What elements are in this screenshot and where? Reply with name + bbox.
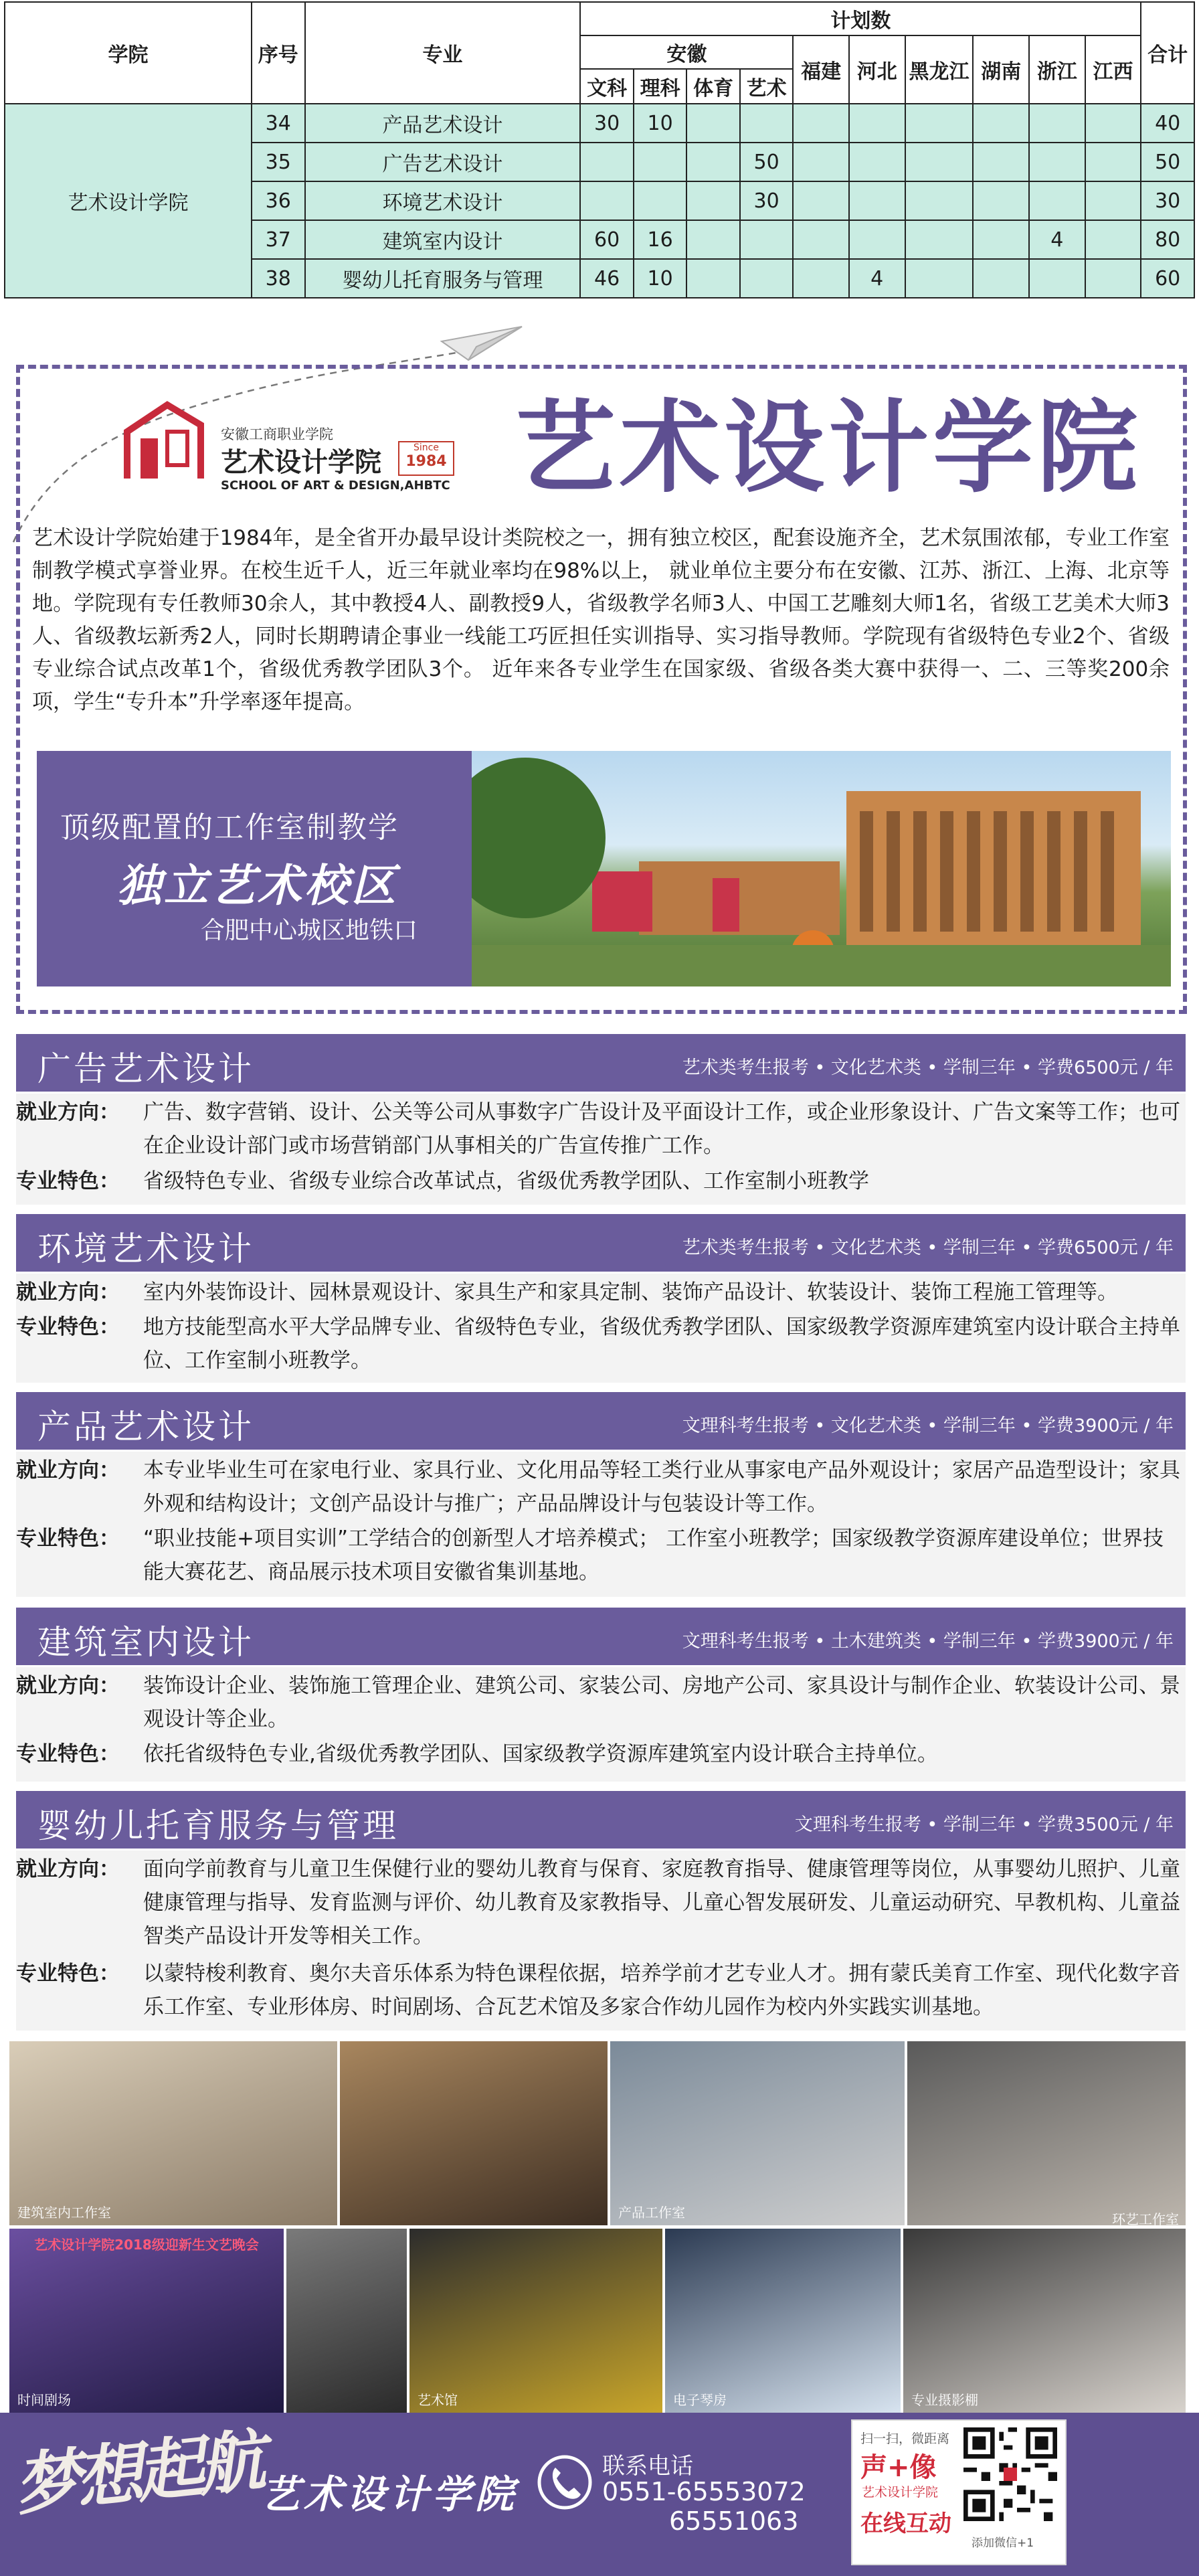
program-jobs-label: 就业方向： (16, 1100, 120, 1124)
campus-photo (472, 751, 1171, 986)
quota-cell (793, 220, 849, 259)
quota-cell (686, 104, 740, 143)
total-cell: 80 (1141, 220, 1194, 259)
quota-cell (686, 220, 740, 259)
quota-cell (686, 259, 740, 298)
quota-cell (1085, 104, 1141, 143)
header-province: 湖南 (973, 35, 1029, 104)
header-college: 学院 (5, 2, 252, 104)
quota-cell (905, 220, 974, 259)
header-anhui-sub: 文科 (580, 69, 634, 104)
program-features-text: “职业技能+项目实训”工学结合的创新型人才培养模式； 工作室小班教学；国家级教学资源库建设单位；世界技能大赛花艺、商品展示技术项目安徽省集训基地。 (143, 1527, 1164, 1584)
program-header (16, 1214, 1186, 1272)
table-row (5, 104, 1194, 143)
logo-school-name: 安徽工商职业学院 (221, 426, 333, 442)
gallery-photo (907, 2041, 1186, 2225)
photo-caption: 产品工作室 (618, 2205, 685, 2221)
header-total: 合计 (1141, 2, 1194, 104)
program-header (16, 1791, 1186, 1849)
seq-cell: 34 (252, 104, 305, 143)
program-features-text: 省级特色专业、省级专业综合改革试点，省级优秀教学团队、工作室制小班教学 (143, 1169, 869, 1193)
footer (0, 2413, 1199, 2576)
campus-illustration (472, 751, 1171, 986)
phone-number[interactable]: 65551063 (669, 2506, 799, 2536)
program-header (16, 1608, 1186, 1665)
quota-cell (793, 181, 849, 220)
gallery-photo (9, 2041, 337, 2225)
qr-sub-text: 艺术设计学院 (862, 2485, 939, 2500)
quota-cell (973, 104, 1029, 143)
program-jobs-text: 广告、数字营销、设计、公关等公司从事数字广告设计及平面设计工作，或企业形象设计、广告文案等工作；也可在企业设计部门或市场营销部门从事相关的广告宣传推广工作。 (143, 1100, 1180, 1158)
quota-cell (1085, 181, 1141, 220)
program-name: 建筑室内设计 (37, 1623, 254, 1662)
qr-scan-text: 扫一扫，微距离 (860, 2431, 950, 2446)
program-meta: 文理科考生报考 • 学制三年 • 学费3500元 / 年 (794, 1814, 1174, 1835)
photo-banner-text: 艺术设计学院2018级迎新生文艺晚会 (34, 2237, 259, 2253)
total-cell: 30 (1141, 181, 1194, 220)
quota-cell (580, 143, 634, 181)
program-features-label: 专业特色： (16, 1169, 120, 1193)
quota-cell: 10 (634, 104, 687, 143)
college-cell: 艺术设计学院 (5, 104, 252, 298)
header-province: 黑龙江 (905, 35, 974, 104)
quota-cell (1029, 104, 1085, 143)
banner-line1: 顶级配置的工作室制教学 (60, 810, 399, 845)
program-name: 环境艺术设计 (37, 1229, 254, 1268)
quota-cell (686, 143, 740, 181)
program-jobs-text: 装饰设计企业、装饰施工管理企业、建筑公司、家装公司、房地产公司、家具设计与制作企业、软装设计公司、景观设计等企业。 (143, 1674, 1180, 1731)
program-jobs-label: 就业方向： (16, 1857, 120, 1881)
total-cell: 50 (1141, 143, 1194, 181)
program-jobs-label: 就业方向： (16, 1458, 120, 1482)
gallery-photo (9, 2229, 284, 2413)
quota-cell (973, 181, 1029, 220)
contact-label: 联系电话 (602, 2453, 693, 2480)
major-cell: 产品艺术设计 (305, 104, 581, 143)
gallery-photo (610, 2041, 905, 2225)
program-features-label: 专业特色： (16, 1962, 120, 1986)
quota-cell (634, 143, 687, 181)
gallery-photo (409, 2229, 662, 2413)
qr-code-icon[interactable] (963, 2427, 1057, 2521)
quota-cell (580, 181, 634, 220)
header-province: 江西 (1085, 35, 1141, 104)
college-logo (120, 385, 468, 492)
photo-caption: 时间剧场 (17, 2392, 71, 2408)
quota-cell (905, 143, 974, 181)
quota-cell: 4 (849, 259, 905, 298)
seq-cell: 36 (252, 181, 305, 220)
quota-cell (740, 104, 794, 143)
logo-college-name: 艺术设计学院 (221, 447, 381, 478)
program-meta: 艺术类考生报考 • 文化艺术类 • 学制三年 • 学费6500元 / 年 (682, 1237, 1174, 1258)
quota-cell (973, 143, 1029, 181)
logo-english-name: SCHOOL OF ART & DESIGN,AHBTC (221, 479, 450, 493)
header-province: 福建 (793, 35, 849, 104)
program-jobs-text: 室内外装饰设计、园林景观设计、家具生产和家具定制、装饰产品设计、软装设计、装饰工程施工管理等。 (143, 1280, 1118, 1304)
gallery-photo (286, 2229, 407, 2413)
logo-since-badge (398, 441, 454, 476)
gallery-photo (340, 2041, 608, 2225)
program-meta: 艺术类考生报考 • 文化艺术类 • 学制三年 • 学费6500元 / 年 (682, 1057, 1174, 1078)
header-anhui: 安徽 (580, 35, 793, 69)
program-header (16, 1034, 1186, 1092)
program-features-label: 专业特色： (16, 1527, 120, 1551)
plan-table-body (5, 104, 1194, 298)
program-name: 产品艺术设计 (37, 1407, 254, 1446)
quota-cell (849, 143, 905, 181)
quota-cell (1085, 143, 1141, 181)
phone-number[interactable]: 0551-65553072 (602, 2477, 806, 2506)
qr-card (851, 2419, 1067, 2565)
quota-cell: 4 (1029, 220, 1085, 259)
total-cell: 40 (1141, 104, 1194, 143)
total-cell: 60 (1141, 259, 1194, 298)
program-jobs-text: 本专业毕业生可在家电行业、家具行业、文化用品等轻工类行业从事家电产品外观设计；家居产品造型设计；家具外观和结构设计；文创产品设计与推广；产品品牌设计与包装设计等工作。 (143, 1458, 1180, 1516)
header-seq: 序号 (252, 2, 305, 104)
banner-line2: 独立艺术校区 (117, 860, 398, 912)
college-logo-icon (120, 392, 221, 485)
header-anhui-sub: 体育 (686, 69, 740, 104)
quota-cell: 16 (634, 220, 687, 259)
quota-cell (686, 181, 740, 220)
quota-cell (905, 259, 974, 298)
intro-paragraph: 艺术设计学院始建于1984年，是全省开办最早设计类院校之一，拥有独立校区，配套设施齐全，艺术氛围浓郁，专业工作室制教学模式享誉业界。在校生近千人，近三年就业率均在98%以上， 就业单位主要分布在安徽、江苏、浙江、上海、北京等地。学院现有专任教师30余人，其中教授4人、副教授9人，省级教学名师3人、中国工艺雕刻大师1名，省级工艺美术大师3人、省级教坛新秀2人，同时长期聘请企事业一线能工巧匠担任实训指导、实习指导教师。学院现有省级特色专业2个、省级专业综合试点改革1个，省级优秀教学团队3个。 近年来各专业学生在国家级、省级各类大赛中获得一、二、三等奖200余项，学生“专升本”升学率逐年提高。 (32, 526, 1170, 714)
header-anhui-sub: 艺术 (740, 69, 794, 104)
quota-cell: 30 (740, 181, 794, 220)
major-cell: 广告艺术设计 (305, 143, 581, 181)
logo-since-year: 1984 (405, 453, 447, 470)
quota-cell (973, 259, 1029, 298)
phone-icon (535, 2453, 594, 2512)
photo-caption: 电子琴房 (673, 2392, 727, 2408)
header-province: 浙江 (1029, 35, 1085, 104)
program-jobs-label: 就业方向： (16, 1674, 120, 1698)
banner-line3: 合肥中心城区地铁口 (201, 917, 418, 944)
seq-cell: 35 (252, 143, 305, 181)
photo-caption: 专业摄影棚 (911, 2392, 978, 2408)
intro-title: 艺术设计学院 (515, 390, 1142, 507)
seq-cell: 37 (252, 220, 305, 259)
program-meta: 文理科考生报考 • 土木建筑类 • 学制三年 • 学费3900元 / 年 (682, 1631, 1174, 1652)
quota-cell (1029, 181, 1085, 220)
quota-cell (1085, 259, 1141, 298)
gallery-photo (665, 2229, 901, 2413)
program-features-label: 专业特色： (16, 1742, 120, 1766)
program-features-text: 以蒙特梭利教育、奥尔夫音乐体系为特色课程依据，培养学前才艺专业人才。拥有蒙氏美育工作室、现代化数字音乐工作室、专业形体房、时间剧场、合瓦艺术馆及多家合作幼儿园作为校内外实践实训基地。 (143, 1962, 1180, 2019)
quota-cell: 50 (740, 143, 794, 181)
paper-plane-icon (442, 327, 522, 360)
logo-since-label: Since (413, 442, 439, 453)
quota-cell (740, 220, 794, 259)
qr-online-text: 在线互动 (860, 2510, 951, 2537)
quota-cell (634, 181, 687, 220)
program-features-text: 地方技能型高水平大学品牌专业、省级特色专业，省级优秀教学团队、国家级教学资源库建筑室内设计联合主持单位、工作室制小班教学。 (143, 1315, 1180, 1373)
quota-cell: 60 (580, 220, 634, 259)
qr-big-text: 声+像 (860, 2452, 937, 2483)
seq-cell: 38 (252, 259, 305, 298)
program-meta: 文理科考生报考 • 文化艺术类 • 学制三年 • 学费3900元 / 年 (682, 1415, 1174, 1436)
quota-cell (793, 104, 849, 143)
quota-cell (793, 259, 849, 298)
footer-dream-calligraphy: 梦想起航 (10, 2421, 264, 2525)
campus-banner (37, 751, 1171, 986)
photo-caption: 建筑室内工作室 (17, 2205, 111, 2221)
header-plan: 计划数 (580, 2, 1141, 35)
header-province: 河北 (849, 35, 905, 104)
quota-cell (1085, 220, 1141, 259)
program-name: 广告艺术设计 (37, 1049, 254, 1088)
program-jobs-text: 面向学前教育与儿童卫生保健行业的婴幼儿教育与保育、家庭教育指导、健康管理等岗位，从事婴幼儿照护、儿童健康管理与指导、发育监测与评价、幼儿教育及家教指导、儿童心智发展研发、儿童运动研究、早教机构、儿童益智类产品设计开发等相关工作。 (143, 1857, 1180, 1948)
quota-cell: 46 (580, 259, 634, 298)
quota-cell (973, 220, 1029, 259)
quota-cell (1029, 143, 1085, 181)
quota-cell (849, 220, 905, 259)
program-features-text: 依托省级特色专业,省级优秀教学团队、国家级教学资源库建筑室内设计联合主持单位。 (143, 1742, 938, 1766)
quota-cell (905, 181, 974, 220)
major-cell: 环境艺术设计 (305, 181, 581, 220)
quota-cell (793, 143, 849, 181)
quota-cell (905, 104, 974, 143)
enrollment-plan-table (4, 1, 1195, 298)
photo-caption: 环艺工作室 (1112, 2211, 1179, 2227)
program-name: 婴幼儿托育服务与管理 (37, 1806, 399, 1845)
quota-cell (1029, 259, 1085, 298)
quota-cell (849, 104, 905, 143)
header-anhui-sub: 理科 (634, 69, 687, 104)
gallery-photo (903, 2229, 1186, 2413)
program-features-label: 专业特色： (16, 1315, 120, 1339)
photo-caption: 艺术馆 (418, 2392, 458, 2408)
quota-cell (740, 259, 794, 298)
program-header (16, 1392, 1186, 1450)
qr-wechat-text: 添加微信+1 (972, 2537, 1034, 2550)
program-jobs-label: 就业方向： (16, 1280, 120, 1304)
major-cell: 婴幼儿托育服务与管理 (305, 259, 581, 298)
header-major: 专业 (305, 2, 581, 104)
major-cell: 建筑室内设计 (305, 220, 581, 259)
quota-cell: 10 (634, 259, 687, 298)
quota-cell: 30 (580, 104, 634, 143)
quota-cell (849, 181, 905, 220)
footer-college-name: 艺术设计学院 (261, 2472, 519, 2517)
